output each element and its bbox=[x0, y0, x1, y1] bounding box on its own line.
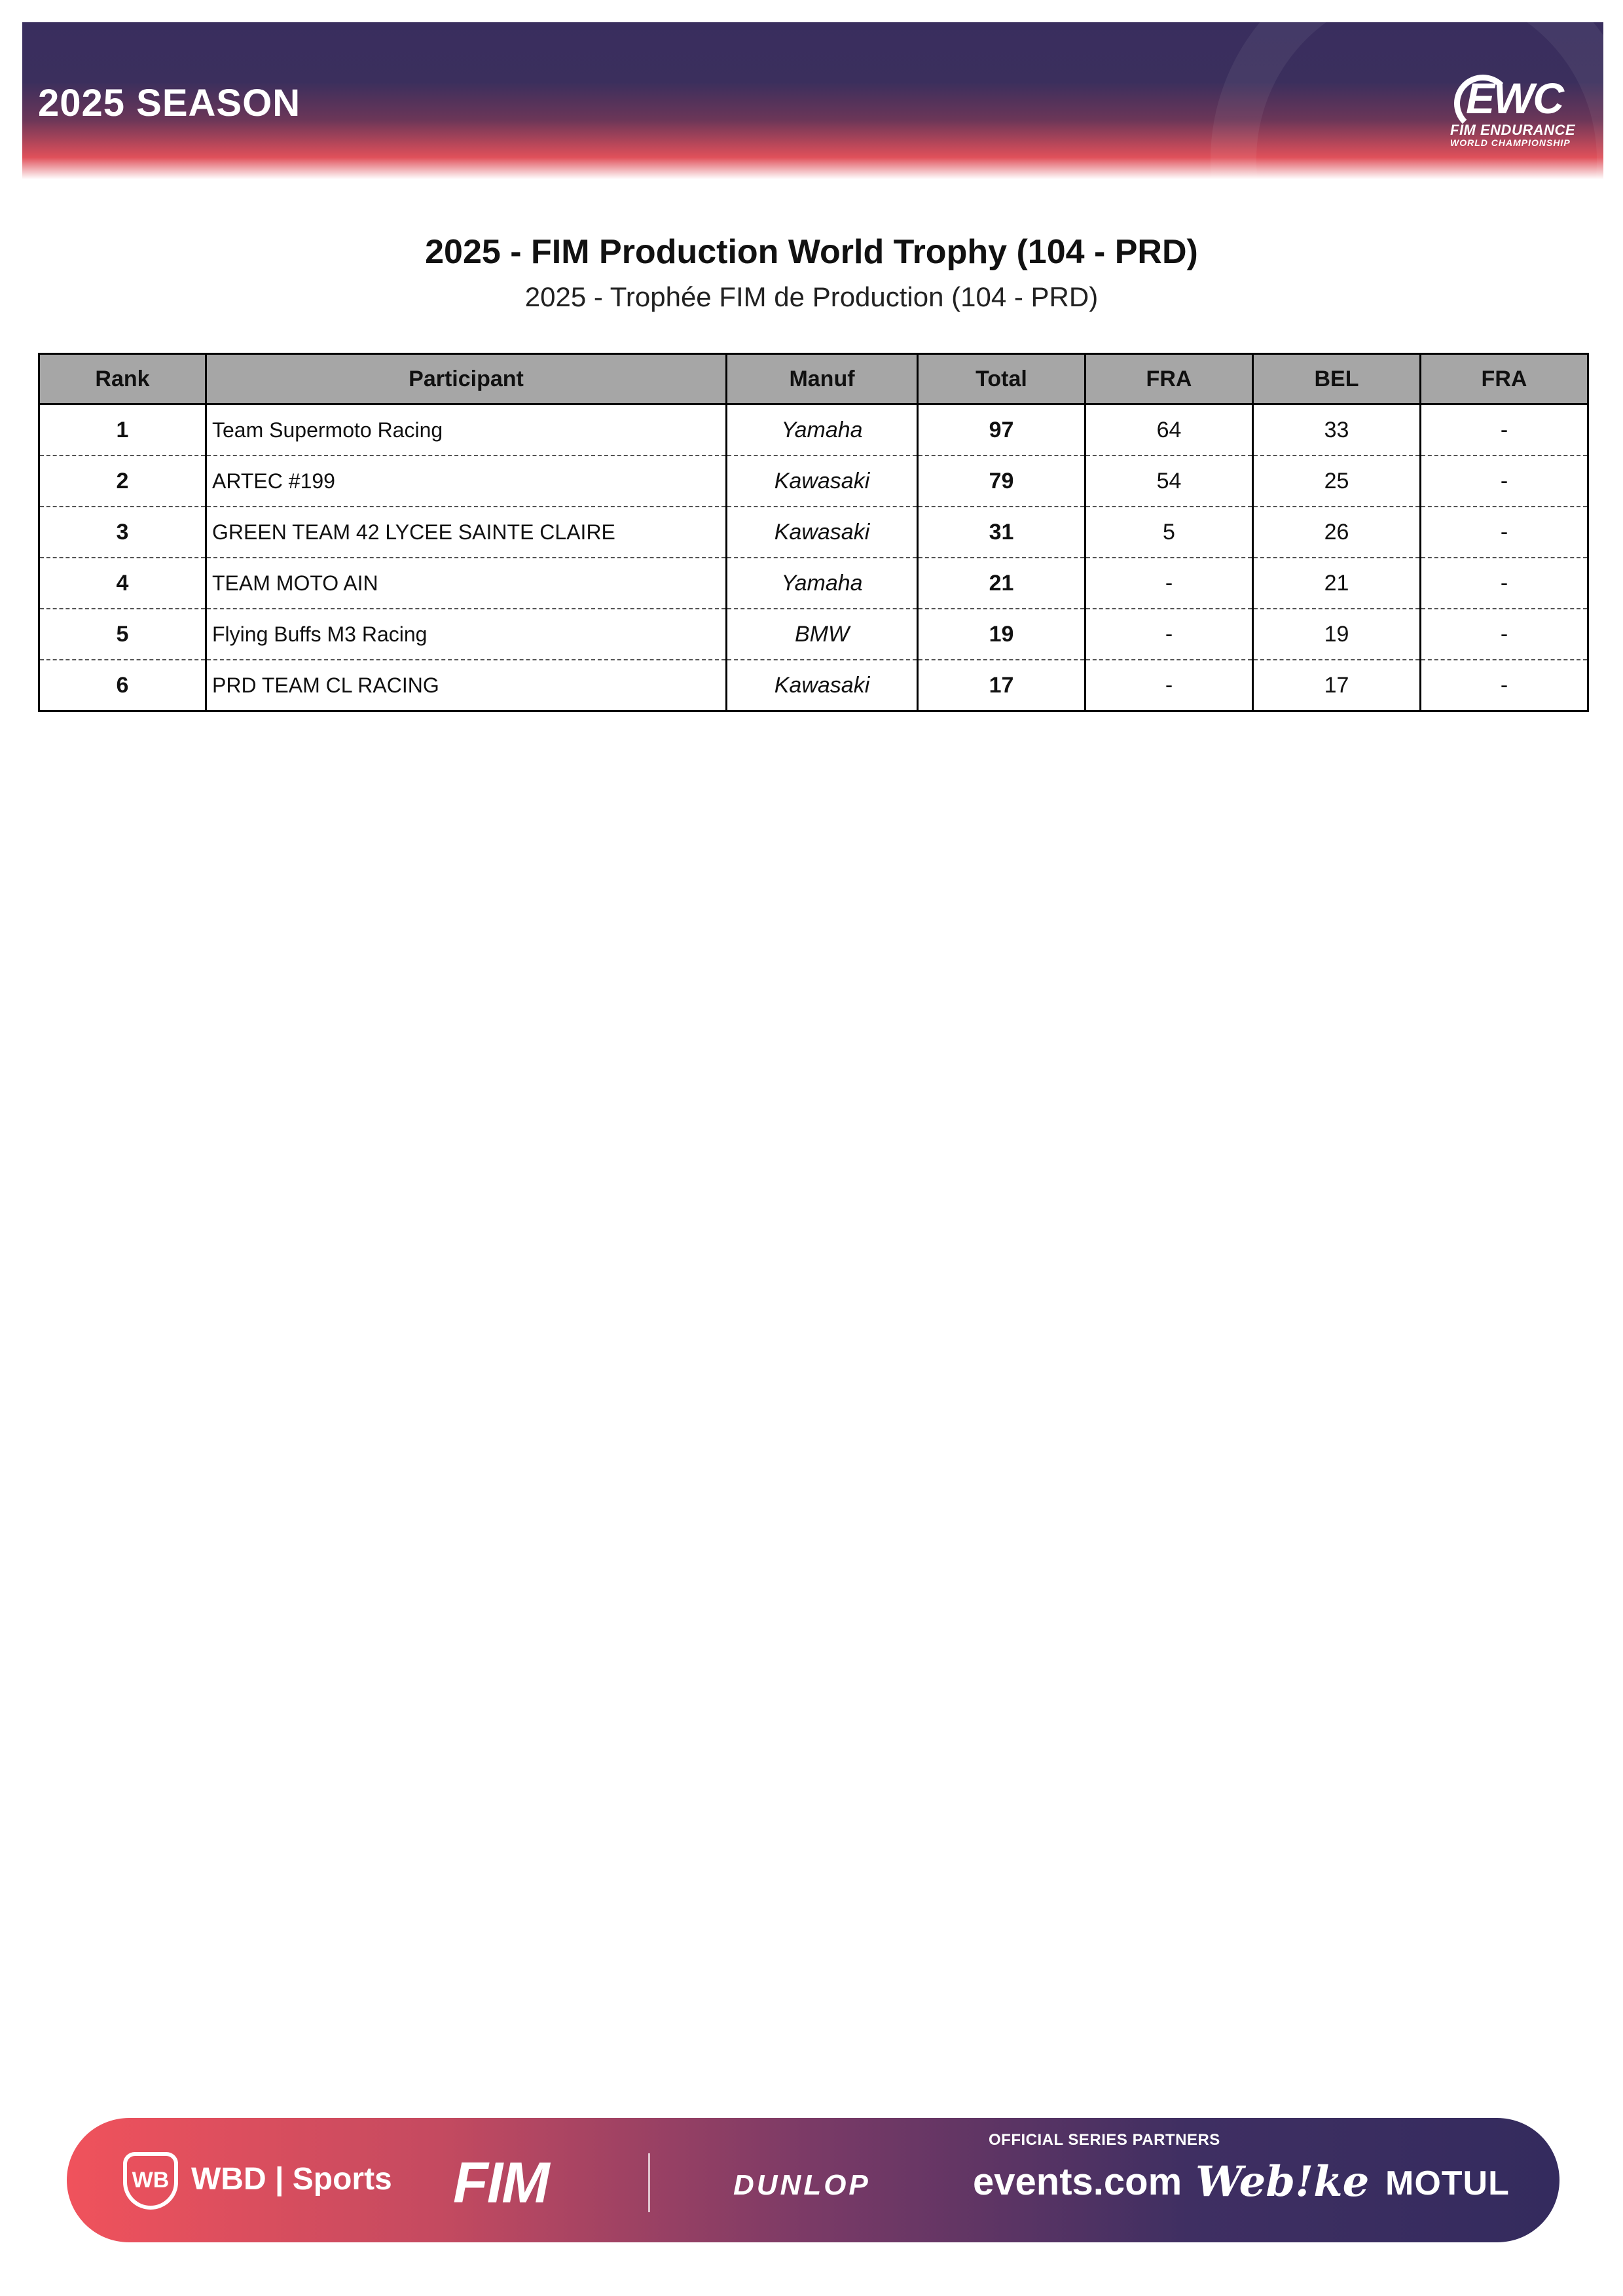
cell-round-1: - bbox=[1085, 558, 1253, 609]
motul-logo: MOTUL bbox=[1385, 2164, 1510, 2202]
cell-round-2: 26 bbox=[1253, 507, 1421, 558]
cell-round-3: - bbox=[1421, 609, 1588, 660]
cell-manuf: Kawasaki bbox=[727, 456, 918, 507]
column-header-manuf: Manuf bbox=[727, 354, 918, 404]
cell-manuf: Yamaha bbox=[727, 558, 918, 609]
wbd-sports-logo: WBD | Sports bbox=[191, 2162, 392, 2197]
official-partners-label: OFFICIAL SERIES PARTNERS bbox=[989, 2131, 1220, 2149]
fim-logo: FIM bbox=[453, 2150, 549, 2215]
footer-partners-banner bbox=[67, 2118, 1559, 2242]
events-com-logo: events.com bbox=[973, 2161, 1182, 2203]
cell-rank: 6 bbox=[39, 660, 206, 711]
cell-round-3: - bbox=[1421, 507, 1588, 558]
cell-round-1: 64 bbox=[1085, 404, 1253, 456]
wb-shield-logo: WB bbox=[123, 2152, 178, 2210]
cell-round-1: 5 bbox=[1085, 507, 1253, 558]
cell-rank: 2 bbox=[39, 456, 206, 507]
cell-round-1: - bbox=[1085, 609, 1253, 660]
ewc-logo-line2: WORLD CHAMPIONSHIP bbox=[1450, 137, 1571, 148]
column-header-round-3: FRA bbox=[1421, 354, 1588, 404]
table-row bbox=[39, 609, 1588, 660]
cell-participant: PRD TEAM CL RACING bbox=[206, 660, 727, 711]
column-header-round-2: BEL bbox=[1253, 354, 1421, 404]
cell-total: 31 bbox=[918, 507, 1085, 558]
cell-participant: TEAM MOTO AIN bbox=[206, 558, 727, 609]
cell-rank: 5 bbox=[39, 609, 206, 660]
cell-participant: Flying Buffs M3 Racing bbox=[206, 609, 727, 660]
cell-round-1: 54 bbox=[1085, 456, 1253, 507]
footer-divider bbox=[648, 2153, 650, 2212]
cell-round-3: - bbox=[1421, 558, 1588, 609]
page-subtitle: 2025 - Trophée FIM de Production (104 - PRD) bbox=[524, 281, 1099, 312]
table-row bbox=[39, 404, 1588, 456]
column-header-rank: Rank bbox=[39, 354, 206, 404]
table-header-row bbox=[39, 354, 1588, 404]
cell-round-2: 25 bbox=[1253, 456, 1421, 507]
header-banner bbox=[22, 22, 1603, 179]
cell-round-1: - bbox=[1085, 660, 1253, 711]
webike-logo: Web!ke bbox=[1195, 2157, 1370, 2206]
cell-total: 97 bbox=[918, 404, 1085, 456]
cell-participant: Team Supermoto Racing bbox=[206, 404, 727, 456]
table-row bbox=[39, 507, 1588, 558]
column-header-total: Total bbox=[918, 354, 1085, 404]
cell-total: 79 bbox=[918, 456, 1085, 507]
dunlop-logo: DUNLOP bbox=[733, 2169, 871, 2201]
table-row bbox=[39, 456, 1588, 507]
table-row bbox=[39, 660, 1588, 711]
column-header-round-1: FRA bbox=[1085, 354, 1253, 404]
cell-total: 21 bbox=[918, 558, 1085, 609]
cell-manuf: Kawasaki bbox=[727, 660, 918, 711]
cell-round-3: - bbox=[1421, 456, 1588, 507]
cell-round-3: - bbox=[1421, 404, 1588, 456]
page-title: 2025 - FIM Production World Trophy (104 - PRD) bbox=[425, 233, 1198, 271]
cell-rank: 4 bbox=[39, 558, 206, 609]
table-row bbox=[39, 558, 1588, 609]
season-label: 2025 SEASON bbox=[38, 82, 301, 124]
ewc-logo bbox=[1440, 55, 1603, 147]
cell-round-2: 33 bbox=[1253, 404, 1421, 456]
column-header-participant: Participant bbox=[206, 354, 727, 404]
ewc-logo-mark: EWC bbox=[1466, 74, 1563, 122]
cell-total: 19 bbox=[918, 609, 1085, 660]
cell-participant: GREEN TEAM 42 LYCEE SAINTE CLAIRE bbox=[206, 507, 727, 558]
cell-round-2: 17 bbox=[1253, 660, 1421, 711]
cell-round-2: 21 bbox=[1253, 558, 1421, 609]
standings-table bbox=[38, 353, 1589, 712]
cell-total: 17 bbox=[918, 660, 1085, 711]
cell-manuf: Kawasaki bbox=[727, 507, 918, 558]
cell-rank: 1 bbox=[39, 404, 206, 456]
cell-manuf: BMW bbox=[727, 609, 918, 660]
cell-round-2: 19 bbox=[1253, 609, 1421, 660]
ewc-logo-line1: FIM ENDURANCE bbox=[1450, 122, 1576, 138]
cell-rank: 3 bbox=[39, 507, 206, 558]
cell-participant: ARTEC #199 bbox=[206, 456, 727, 507]
cell-manuf: Yamaha bbox=[727, 404, 918, 456]
cell-round-3: - bbox=[1421, 660, 1588, 711]
